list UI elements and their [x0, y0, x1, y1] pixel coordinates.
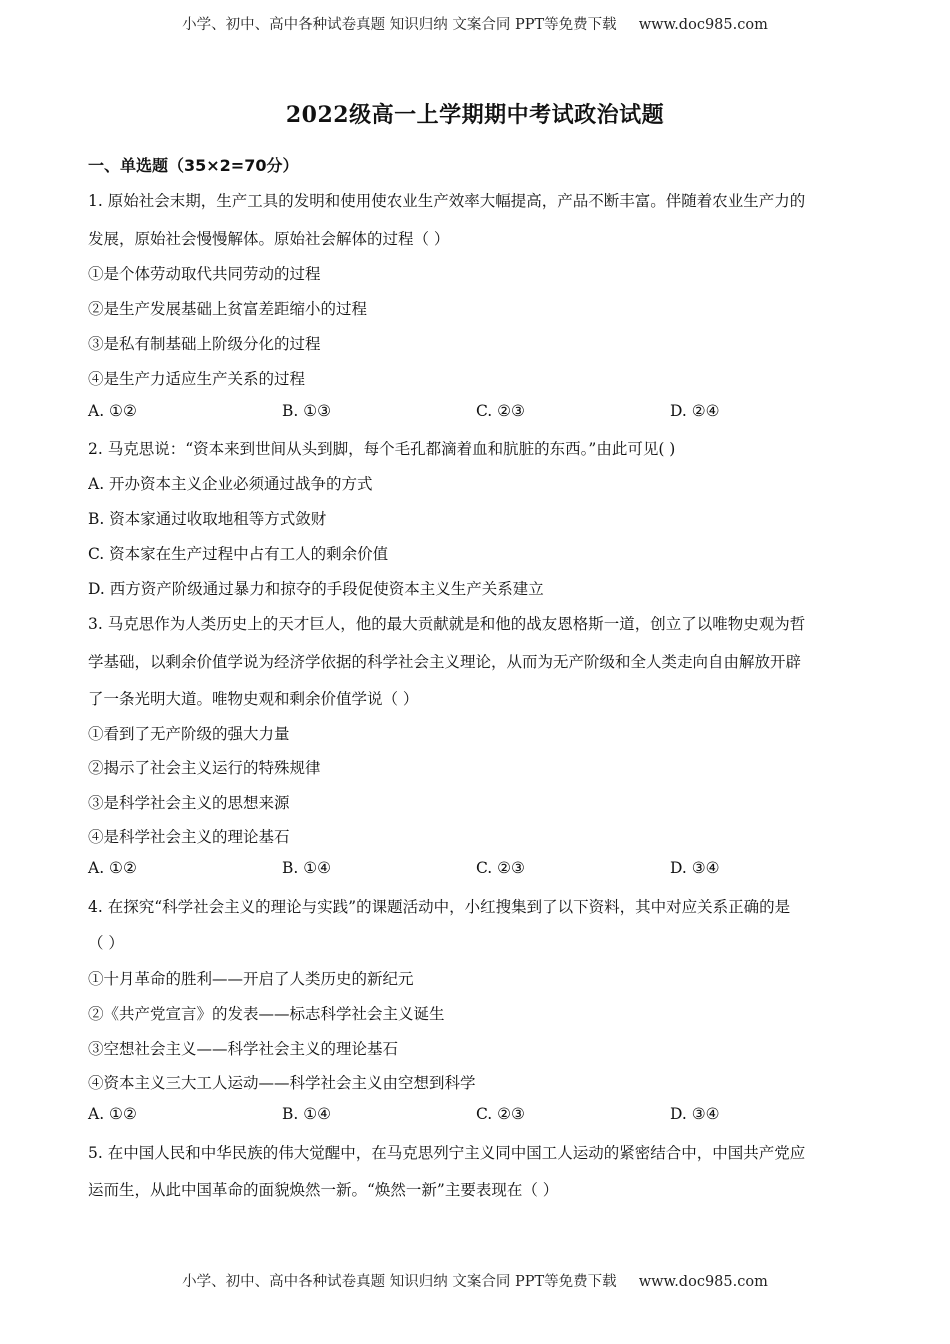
q1-statement-4: ④是生产力适应生产关系的过程: [88, 370, 306, 388]
q3-option-b: B. ①④: [282, 859, 332, 877]
q2-option-b: B. 资本家通过收取地租等方式敛财: [88, 510, 327, 528]
q2-option-a: A. 开办资本主义企业必须通过战争的方式: [88, 475, 373, 493]
q4-option-d: D. ③④: [670, 1105, 720, 1123]
q1-statement-2: ②是生产发展基础上贫富差距缩小的过程: [88, 300, 368, 318]
q3-statement-2: ②揭示了社会主义运行的特殊规律: [88, 759, 321, 777]
q3-statement-3: ③是科学社会主义的思想来源: [88, 794, 290, 812]
q4-stem-line1: 4. 在探究“科学社会主义的理论与实践”的课题活动中，小红搜集到了以下资料，其中对应关系正确的是: [88, 898, 791, 916]
q3-statement-1: ①看到了无产阶级的强大力量: [88, 725, 290, 743]
q4-option-a: A. ①②: [88, 1105, 137, 1123]
q3-options: [88, 859, 864, 881]
q1-option-c: C. ②③: [476, 402, 525, 420]
page-title: 2022级高一上学期期中考试政治试题: [285, 102, 665, 128]
q1-option-a: A. ①②: [88, 402, 137, 420]
footer-text: 小学、初中、高中各种试卷真题 知识归纳 文案合同 PPT等免费下载: [182, 1274, 617, 1290]
q1-statement-1: ①是个体劳动取代共同劳动的过程: [88, 265, 321, 283]
q2-option-d: D. 西方资产阶级通过暴力和掠夺的手段促使资本主义生产关系建立: [88, 580, 544, 598]
q3-option-c: C. ②③: [476, 859, 525, 877]
q4-stem-line2: （ ）: [88, 934, 124, 952]
q4-statement-2: ②《共产党宣言》的发表——标志科学社会主义诞生: [88, 1005, 445, 1023]
q3-stem-line1: 3. 马克思作为人类历史上的天才巨人，他的最大贡献就是和他的战友恩格斯一道，创立了以唯物史观为哲: [88, 615, 806, 633]
q3-option-d: D. ③④: [670, 859, 720, 877]
q2-option-c: C. 资本家在生产过程中占有工人的剩余价值: [88, 545, 389, 563]
q1-statement-3: ③是私有制基础上阶级分化的过程: [88, 335, 321, 353]
q4-statement-4: ④资本主义三大工人运动——科学社会主义由空想到科学: [88, 1074, 476, 1092]
page-footer: [0, 1270, 950, 1291]
section-heading: 一、单选题（35×2=70分）: [88, 156, 299, 175]
q5-stem-line1: 5. 在中国人民和中华民族的伟大觉醒中，在马克思列宁主义同中国工人运动的紧密结合中，中国共产党应: [88, 1144, 806, 1162]
q5-stem-line2: 运而生，从此中国革命的面貌焕然一新。“焕然一新”主要表现在（ ）: [88, 1181, 559, 1199]
q1-stem-line2: 发展，原始社会慢慢解体。原始社会解体的过程（ ）: [88, 230, 450, 248]
q4-statement-1: ①十月革命的胜利——开启了人类历史的新纪元: [88, 970, 414, 988]
q4-options: [88, 1105, 864, 1127]
q3-option-a: A. ①②: [88, 859, 137, 877]
q4-option-b: B. ①④: [282, 1105, 332, 1123]
q1-option-d: D. ②④: [670, 402, 720, 420]
q1-option-b: B. ①③: [282, 402, 332, 420]
page-header: [0, 13, 950, 34]
q2-stem-line1: 2. 马克思说：“资本来到世间从头到脚，每个毛孔都滴着血和肮脏的东西。”由此可见( ): [88, 440, 676, 458]
header-text: 小学、初中、高中各种试卷真题 知识归纳 文案合同 PPT等免费下载: [182, 17, 617, 33]
footer-url[interactable]: www.doc985.com: [638, 1274, 768, 1290]
q3-stem-line2: 学基础，以剩余价值学说为经济学依据的科学社会主义理论，从而为无产阶级和全人类走向自由解放开辟: [88, 653, 802, 671]
q4-statement-3: ③空想社会主义——科学社会主义的理论基石: [88, 1040, 399, 1058]
q4-option-c: C. ②③: [476, 1105, 525, 1123]
q1-options: [88, 402, 864, 424]
header-url[interactable]: www.doc985.com: [638, 17, 768, 33]
q3-stem-line3: 了一条光明大道。唯物史观和剩余价值学说（ ）: [88, 690, 419, 708]
q3-statement-4: ④是科学社会主义的理论基石: [88, 828, 290, 846]
q1-stem-line1: 1. 原始社会末期，生产工具的发明和使用使农业生产效率大幅提高，产品不断丰富。伴随着农业生产力的: [88, 192, 806, 210]
